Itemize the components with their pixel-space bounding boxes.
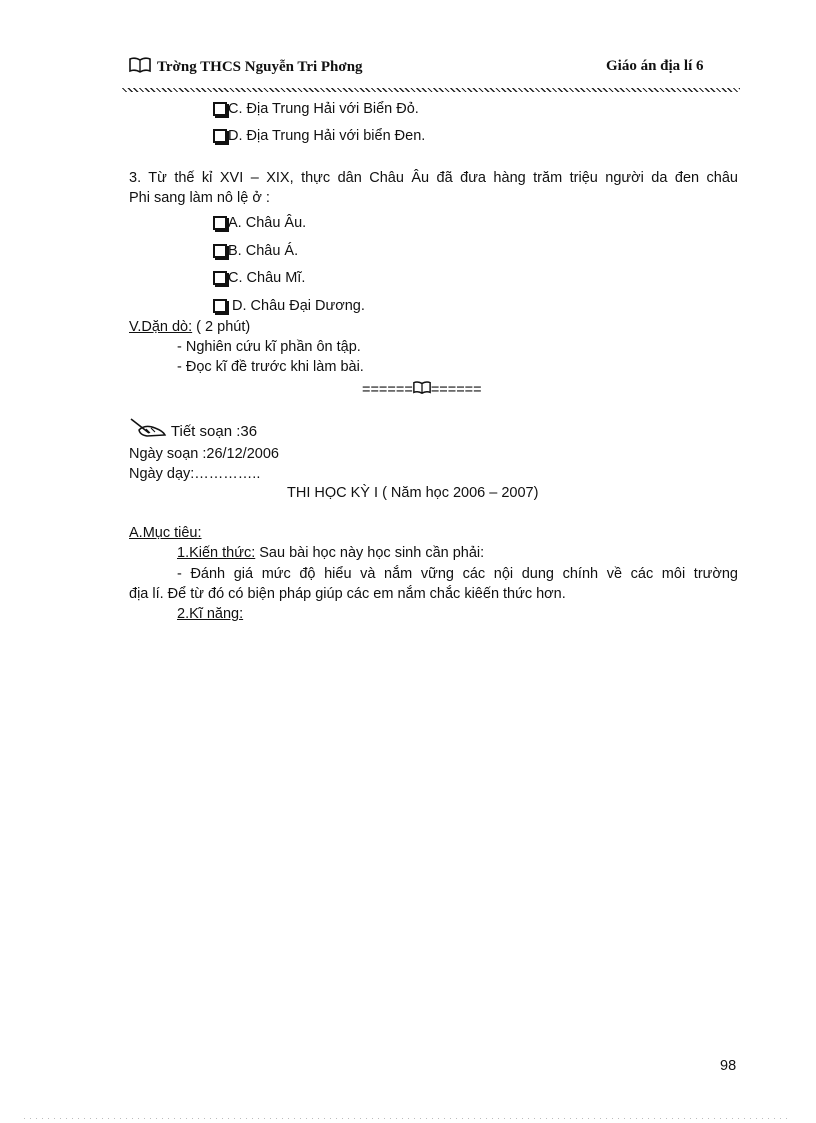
q3-question-line1: 3. Từ thế kỉ XVI – XIX, thực dân Châu Âu đã đưa hàng trăm triệu người da đen châu	[129, 170, 738, 186]
open-book-icon	[413, 381, 431, 394]
skills-heading: 2.Kĩ năng:	[177, 606, 244, 622]
lesson-period: Tiết soạn :36	[167, 423, 258, 440]
q3-option-a: A. Châu Âu.	[213, 215, 306, 231]
q3-option-c: C. Châu Mĩ.	[213, 270, 305, 286]
lesson-period-line	[129, 418, 257, 440]
exam-title: THI HỌC KỲ I ( Năm học 2006 – 2007)	[287, 485, 539, 501]
page-header-subject: Giáo án địa lí 6	[606, 58, 704, 74]
homework-item-2: - Đọc kĩ đề trước khi làm bài.	[177, 359, 364, 375]
homework-duration: ( 2 phút)	[192, 319, 251, 335]
section-divider: ====== ======	[362, 382, 482, 398]
page-number: 98	[720, 1058, 737, 1074]
checkbox-icon	[213, 299, 227, 313]
header-divider	[122, 86, 740, 94]
homework-heading-line	[129, 319, 250, 335]
open-book-icon	[129, 57, 151, 73]
knowledge-heading: 1.Kiến thức:	[177, 545, 256, 561]
objective-paragraph-line2: địa lí. Để từ đó có biện pháp giúp các em nắm chắc kiêến thức hơn.	[129, 586, 566, 602]
homework-heading: V.Dặn dò:	[129, 319, 193, 335]
q3-option-d: D. Châu Đại Dương.	[213, 298, 365, 314]
objectives-heading: A.Mục tiêu:	[129, 525, 202, 541]
school-name: Trờng THCS Nguyễn Tri Phơng	[157, 59, 363, 75]
checkbox-icon	[213, 102, 227, 116]
page-bottom-border	[24, 1118, 792, 1119]
q3-option-b: B. Châu Á.	[213, 243, 298, 259]
lesson-teach-date: Ngày dạy:…………..	[129, 466, 261, 482]
objective-paragraph-line1: - Đánh giá mức độ hiểu và nắm vững các nội dung chính về các môi trường	[177, 566, 738, 582]
page-header-school	[129, 57, 363, 76]
writing-hand-icon	[129, 418, 167, 438]
knowledge-text: Sau bài học này học sinh cần phải:	[255, 545, 485, 561]
checkbox-icon	[213, 129, 227, 143]
knowledge-line	[177, 545, 484, 561]
q3-question-line2: Phi sang làm nô lệ ở :	[129, 190, 270, 206]
checkbox-icon	[213, 244, 227, 258]
homework-item-1: - Nghiên cứu kĩ phần ôn tập.	[177, 339, 361, 355]
checkbox-icon	[213, 216, 227, 230]
checkbox-icon	[213, 271, 227, 285]
q2-option-c: C. Địa Trung Hải với Biển Đỏ.	[213, 101, 419, 117]
lesson-prep-date: Ngày soạn :26/12/2006	[129, 446, 279, 462]
q2-option-d: D. Địa Trung Hải với biển Đen.	[213, 128, 425, 144]
